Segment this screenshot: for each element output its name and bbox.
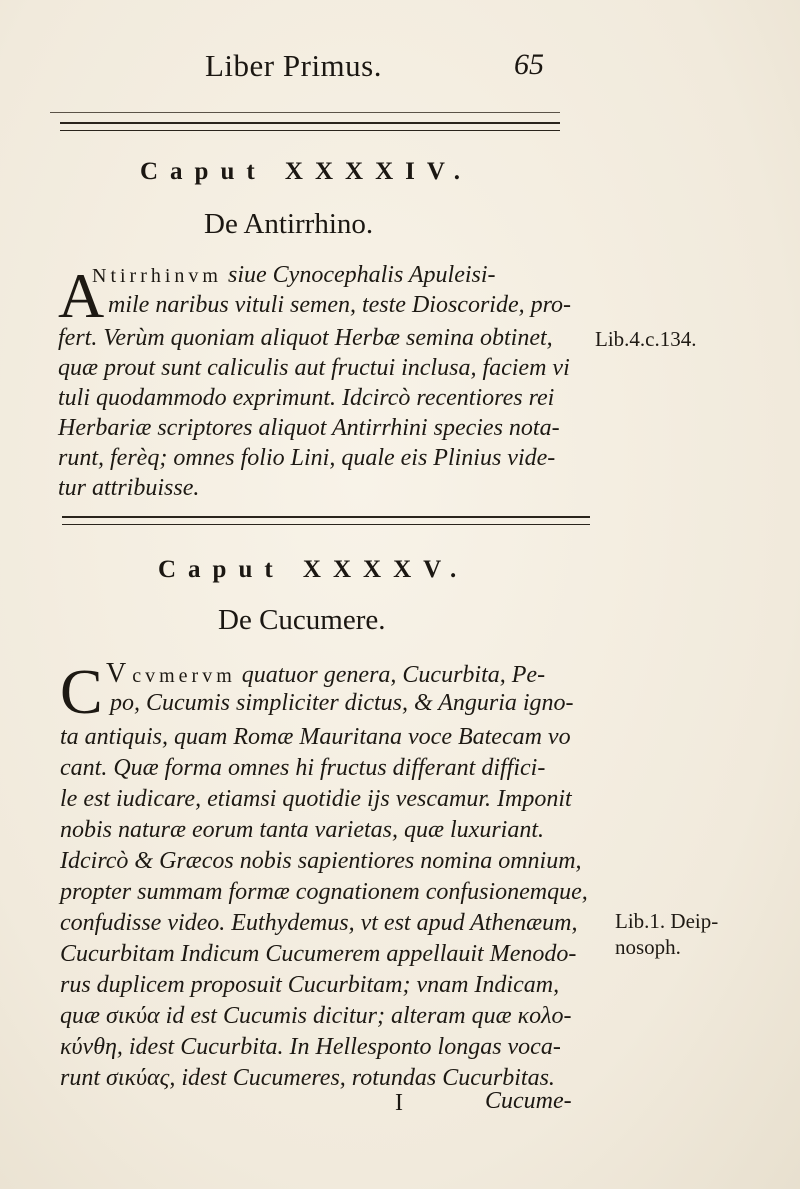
text-line: Herbariæ scriptores aliquot Antirrhini species nota- xyxy=(58,415,560,441)
lead-letter: V xyxy=(106,658,127,689)
text-line: nobis naturæ eorum tanta varietas, quæ luxuriant. xyxy=(60,817,545,843)
text-line: κύνθη, idest Cucurbita. In Hellesponto longas voca- xyxy=(60,1034,561,1060)
margin-note-deipnosoph xyxy=(615,908,718,960)
text-line: tur attribuisse. xyxy=(58,475,200,501)
lead-word: cvmervm xyxy=(132,665,236,687)
margin-note-line: nosoph. xyxy=(615,935,681,959)
text-line xyxy=(92,262,496,289)
chapter-44-text xyxy=(58,262,598,502)
text-line: fert. Verùm quoniam aliquot Herbæ semina obtinet, xyxy=(58,325,553,351)
text-line: runt σικύας, idest Cucumeres, rotundas Cucurbitas. xyxy=(60,1065,555,1091)
text-line: mile naribus vituli semen, teste Dioscoride, pro- xyxy=(108,292,572,318)
text-line: quæ prout sunt caliculis aut fructui inclusa, faciem vi xyxy=(58,355,570,381)
running-title: Liber Primus. xyxy=(205,48,382,83)
text-line: rus duplicem proposuit Cucurbitam; vnam Indicam, xyxy=(60,972,560,998)
lead-word: Ntirrhinvm xyxy=(92,265,222,287)
chapter-44-heading: Caput XXXXIV. xyxy=(140,158,472,185)
text-line: propter summam formæ cognationem confusionemque, xyxy=(60,879,588,905)
margin-note-lib4: Lib.4.c.134. xyxy=(595,327,697,351)
text-line: tuli quodammodo exprimunt. Idcircò recentiores rei xyxy=(58,385,555,411)
chapter-45-heading: Caput XXXXV. xyxy=(158,556,469,583)
text-line: runt, ferèq; omnes folio Lini, quale eis Plinius vide- xyxy=(58,445,556,471)
drop-cap-c: C xyxy=(60,656,103,727)
text-line xyxy=(106,658,545,690)
text-line: po, Cucumis simpliciter dictus, & Anguria igno- xyxy=(110,690,574,716)
text-line: le est iudicare, etiamsi quotidie ijs vescamur. Imponit xyxy=(60,786,572,812)
chapter-45-text xyxy=(60,656,605,1091)
drop-cap-a: A xyxy=(58,260,105,331)
text-line: confudisse video. Euthydemus, vt est apud Athenæum, xyxy=(60,910,578,936)
text-line: cant. Quæ forma omnes hi fructus differant diffici- xyxy=(60,755,546,781)
line-text: quatuor genera, Cucurbita, Pe- xyxy=(241,662,546,688)
section-rule-middle xyxy=(62,516,590,525)
header-rule xyxy=(50,112,560,113)
signature-mark: I xyxy=(395,1090,403,1116)
text-line: ta antiquis, quam Romæ Mauritana voce Batecam vo xyxy=(60,724,571,750)
chapter-44-title: De Antirrhino. xyxy=(204,208,374,240)
page-number: 65 xyxy=(514,48,544,81)
section-rule-top xyxy=(60,122,560,131)
page-header xyxy=(0,48,800,98)
text-line: Cucurbitam Indicum Cucumerem appellauit Menodo- xyxy=(60,941,577,967)
line-text: siue Cynocephalis Apuleisi- xyxy=(228,262,496,288)
text-line: quæ σικύα id est Cucumis dicitur; alteram quæ κολο- xyxy=(60,1003,572,1029)
catchword: Cucume- xyxy=(485,1088,572,1114)
chapter-45-title: De Cucumere. xyxy=(218,604,386,636)
margin-note-line: Lib.1. Deip- xyxy=(615,909,719,933)
text-line: Idcircò & Græcos nobis sapientiores nomina omnium, xyxy=(60,848,582,874)
